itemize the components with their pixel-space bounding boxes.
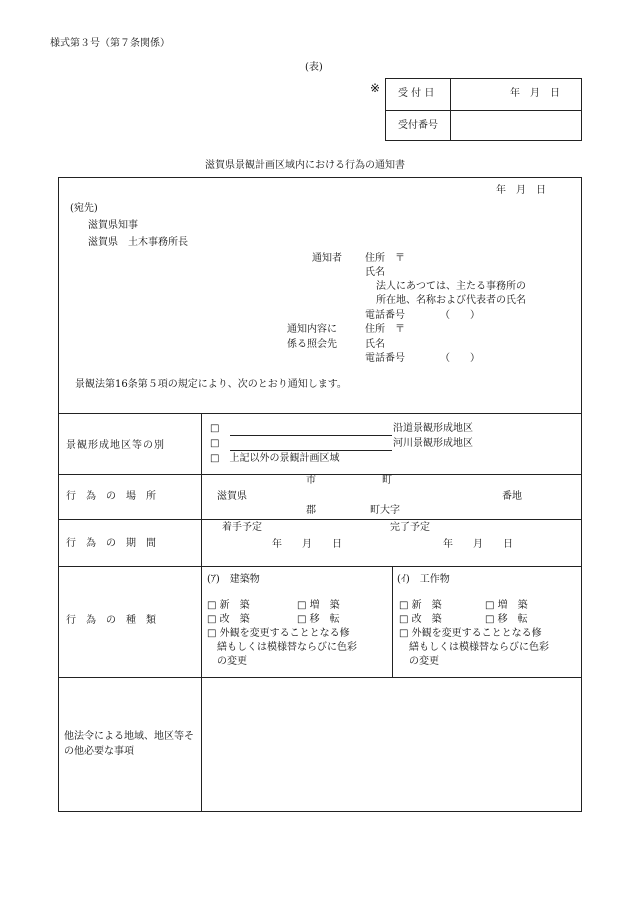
notifier-corporate-note-2: 所在地、名称および代表者の氏名 — [376, 295, 526, 306]
period-end-label: 完了予定 — [390, 522, 430, 533]
structure-new[interactable]: □ 新 築 — [399, 600, 442, 611]
structure-rebuild[interactable]: □ 改 築 — [399, 614, 442, 625]
place-town-oaza: 町大字 — [370, 505, 400, 516]
building-relocation[interactable]: □ 移 転 — [297, 614, 340, 625]
district-option-roadside[interactable]: □ — [210, 423, 220, 434]
period-label: 行 為 の 期 間 — [66, 538, 156, 549]
contact-label-2: 係る照会先 — [287, 339, 337, 350]
building-new[interactable]: □ 新 築 — [207, 600, 250, 611]
place-prefecture: 滋賀県 — [217, 491, 247, 502]
notifier-address[interactable]: 住所 〒 — [365, 253, 405, 264]
other-label-1: 他法令による地域、地区等そ — [64, 731, 194, 742]
contact-name[interactable]: 氏名 — [365, 339, 385, 350]
structure-extension[interactable]: □ 増 築 — [485, 600, 528, 611]
contact-label-1: 通知内容に — [287, 324, 337, 335]
received-date-label: 受 付 日 — [398, 88, 435, 99]
notifier-name[interactable]: 氏名 — [365, 267, 385, 278]
building-exterior-change-2: 繕もしくは模様替ならびに色彩 — [217, 642, 357, 653]
notice-date: 年 月 日 — [496, 185, 546, 196]
side-label: (表) — [305, 62, 323, 73]
building-heading: (ｱ) 建築物 — [207, 574, 260, 585]
office-use-mark: ※ — [370, 81, 381, 95]
building-extension[interactable]: □ 増 築 — [297, 600, 340, 611]
contact-address[interactable]: 住所 〒 — [365, 324, 405, 335]
place-label: 行 為 の 場 所 — [66, 491, 156, 502]
district-option-river[interactable]: □ — [210, 438, 220, 449]
district-river-suffix: 河川景観形成地区 — [393, 438, 473, 449]
district-option-other[interactable]: □ 上記以外の景観計画区域 — [210, 453, 340, 464]
notifier-corporate-note-1: 法人にあつては、主たる事務所の — [376, 281, 526, 292]
place-lot: 番地 — [502, 491, 522, 502]
received-number-label: 受付番号 — [398, 120, 438, 131]
form-number: 様式第３号（第７条関係） — [50, 38, 170, 49]
period-start-label: 着手予定 — [222, 522, 262, 533]
place-county: 郡 — [306, 505, 316, 516]
notifier-label: 通知者 — [312, 253, 342, 264]
building-exterior-change-3: の変更 — [217, 656, 247, 667]
building-rebuild[interactable]: □ 改 築 — [207, 614, 250, 625]
statement: 景観法第16条第５項の規定により、次のとおり通知します。 — [75, 379, 347, 390]
district-roadside-suffix: 沿道景観形成地区 — [393, 423, 473, 434]
structure-exterior-change-2: 繕もしくは模様替ならびに色彩 — [409, 642, 549, 653]
kind-label: 行 為 の 種 類 — [66, 615, 156, 626]
period-start-date[interactable]: 年 月 日 — [272, 539, 342, 550]
structure-exterior-change-3: の変更 — [409, 656, 439, 667]
other-matters-field[interactable] — [210, 690, 570, 800]
received-date-value: 年 月 日 — [510, 88, 560, 99]
place-town: 町 — [382, 475, 392, 486]
place-city: 市 — [306, 475, 316, 486]
addressee-governor: 滋賀県知事 — [88, 220, 138, 231]
contact-phone[interactable]: 電話番号 （ ） — [365, 353, 480, 364]
period-end-date[interactable]: 年 月 日 — [443, 539, 513, 550]
district-label: 景観形成地区等の別 — [66, 440, 165, 451]
structure-relocation[interactable]: □ 移 転 — [485, 614, 528, 625]
structure-heading: (ｲ) 工作物 — [397, 574, 450, 585]
other-label-2: の他必要な事項 — [64, 746, 134, 757]
addressee-office: 滋賀県 土木事務所長 — [88, 237, 188, 248]
structure-exterior-change[interactable]: □ 外観を変更することとなる修 — [399, 628, 542, 639]
document-title: 滋賀県景観計画区域内における行為の通知書 — [205, 160, 405, 171]
notifier-phone[interactable]: 電話番号 （ ） — [365, 310, 480, 321]
addressee-label: (宛先) — [70, 203, 98, 214]
building-exterior-change[interactable]: □ 外観を変更することとなる修 — [207, 628, 350, 639]
